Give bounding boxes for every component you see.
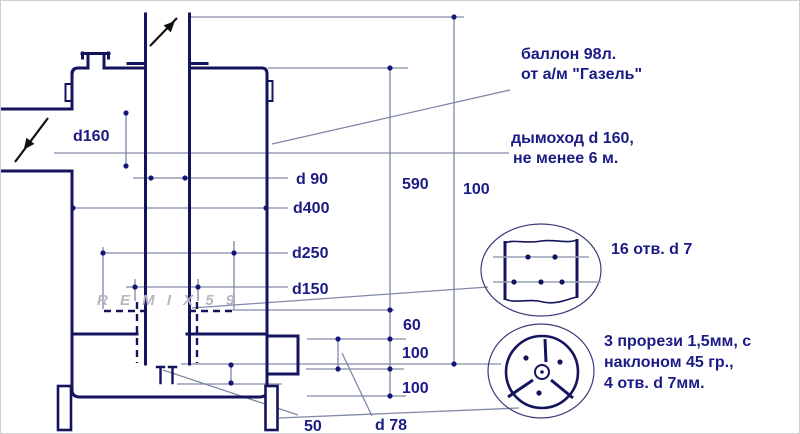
right-wall <box>258 74 267 397</box>
disc-holes <box>523 355 562 395</box>
detail-bottom-line3: 4 отв. d 7мм. <box>604 375 705 392</box>
outlet-step <box>267 336 298 374</box>
leader-tank-note <box>272 90 510 144</box>
dim-label-d78: d 78 <box>375 417 408 434</box>
disc-center-dot <box>540 370 544 374</box>
boiler-outline <box>1 14 298 397</box>
dim-label-100-low: 100 <box>402 380 429 397</box>
dim-label-d90: d 90 <box>296 171 329 188</box>
leg-right <box>266 386 278 430</box>
dim-label-d250: d250 <box>292 245 329 262</box>
tank-note-line1: баллон 98л. <box>521 46 617 63</box>
tank-top-left <box>72 68 88 74</box>
dim-label-50: 50 <box>304 418 322 434</box>
detail-top-label: 16 отв. d 7 <box>611 241 693 258</box>
dim-label-100-mid: 100 <box>402 345 429 362</box>
leader-outlet-d78 <box>342 353 372 416</box>
pipe-feet <box>157 367 176 383</box>
dimension-lines <box>54 17 519 418</box>
left-wall-lower <box>72 171 80 397</box>
dimension-dots <box>70 14 456 398</box>
filler-fitting <box>82 53 109 68</box>
dim-label-d400: d400 <box>293 200 330 217</box>
dim-label-d160: d160 <box>73 128 110 145</box>
tank-top-right <box>190 68 267 74</box>
labels <box>73 46 751 434</box>
dim-label-100-top: 100 <box>463 181 490 198</box>
detail-circle-disc <box>488 324 594 418</box>
dim-label-60: 60 <box>403 317 421 334</box>
disc-slots <box>508 339 573 398</box>
smoke-out-arrow <box>15 118 48 162</box>
chimney-note-line2: не менее 6 м. <box>513 150 619 167</box>
tank-legs <box>58 386 278 430</box>
pipe-section-bottom-break <box>505 297 577 303</box>
detail-bottom-line2: наклоном 45 гр., <box>604 354 734 371</box>
tank-note-line2: от а/м "Газель" <box>521 66 643 83</box>
chimney-note-line1: дымоход d 160, <box>511 130 634 147</box>
detail-bottom-line1: 3 прорези 1,5мм, с <box>604 333 752 350</box>
dim-label-590: 590 <box>402 176 429 193</box>
dim-label-d150: d150 <box>292 281 329 298</box>
pipe-section-top-break <box>505 240 577 243</box>
hole-dots <box>511 254 564 284</box>
watermark: R E M I X 5 9 <box>97 292 239 309</box>
leg-left <box>58 386 71 430</box>
detail-circle-holes <box>481 224 601 316</box>
